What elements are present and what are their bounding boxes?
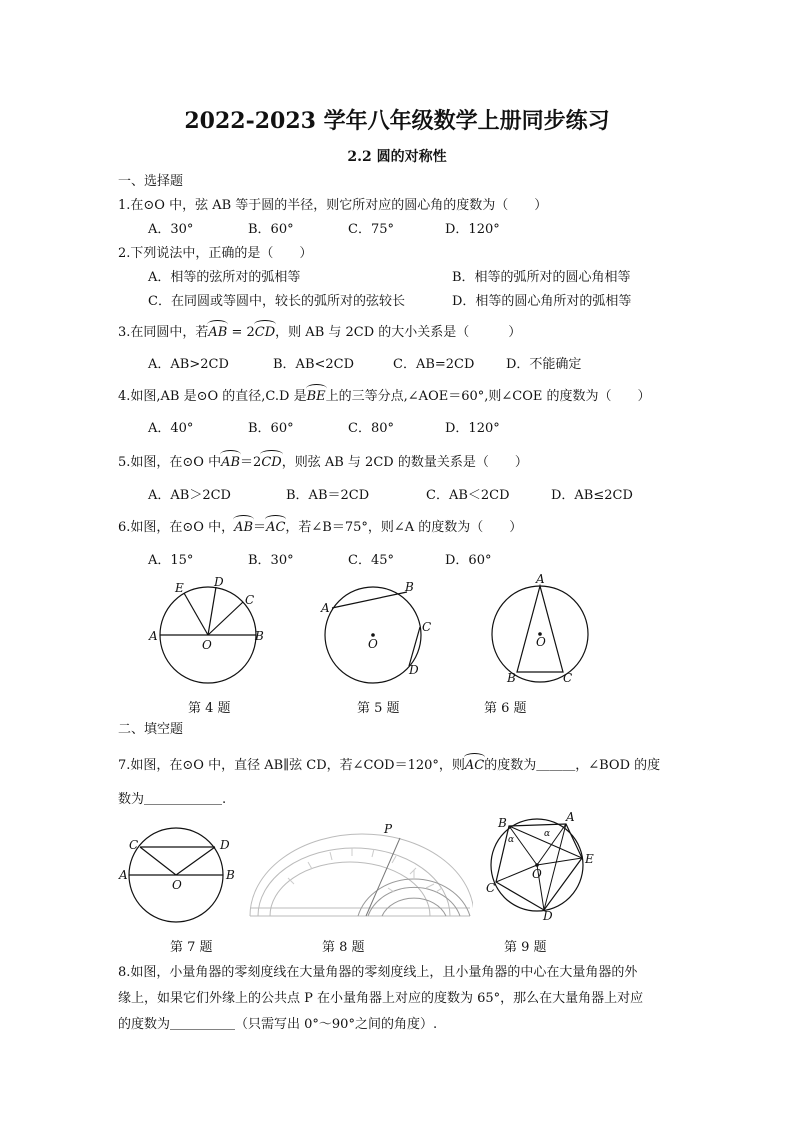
q5-option-d: D．AB≤2CD [551,488,633,503]
q3-option-c: C．AB=2CD [393,357,475,372]
caption-figure-8: 第 8 题 [322,940,365,955]
section-fill-heading: 二、填空题 [118,722,184,737]
q1-option-a: A．30° [148,222,194,237]
q1-option-d: D．120° [445,222,500,237]
q6-option-d: D．60° [445,553,492,568]
q1-option-c: C．75° [348,222,394,237]
q1-option-b: B．60° [248,222,294,237]
caption-figure-7: 第 7 题 [170,940,213,955]
label-c: C [129,838,139,852]
label-e: E [175,581,184,595]
figure-6-diagram [485,572,595,690]
arc-cd: CD [261,455,282,470]
question-5: 5.如图，在⊙O 中AB＝2CD，则弦 AB 与 2CD 的数量关系是（ ） [118,455,528,470]
label-o: O [202,638,212,652]
label-b: B [507,671,516,685]
label-e: E [585,852,594,866]
q3-option-a: A．AB>2CD [148,357,229,372]
question-7: 7.如图，在⊙O 中，直径 AB∥弦 CD，若∠COD＝120°，则AC的度数为＿＿＿，∠BOD 的度 [118,758,661,773]
figure-8-protractors [248,818,473,923]
q4-option-d: D．120° [445,421,500,436]
label-d: D [409,663,419,677]
question-4: 4.如图,AB 是⊙O 的直径,C.D 是BE上的三等分点,∠AOE＝60°,则∠COE 的度数为（ ） [118,389,651,404]
label-o: O [536,635,546,649]
question-1: 1.在⊙O 中，弦 AB 等于圆的半径，则它所对应的圆心角的度数为（ ） [118,198,548,213]
label-b: B [226,868,235,882]
label-b: B [405,580,414,594]
arc-ab: AB [234,520,254,535]
label-c: C [422,620,432,634]
q6-option-b: B．30° [248,553,294,568]
caption-figure-6: 第 6 题 [484,701,527,716]
q5-option-b: B．AB＝2CD [286,488,370,503]
q2-option-b: B．相等的弧所对的圆心角相等 [452,270,631,285]
label-a: A [119,868,128,882]
question-2: 2.下列说法中，正确的是（ ） [118,246,313,261]
figure-9-diagram [482,812,602,922]
q2-option-d: D．相等的圆心角所对的弧相等 [452,294,632,309]
q2-option-a: A．相等的弦所对的弧相等 [148,270,301,285]
question-6: 6.如图，在⊙O 中，AB＝AC，若∠B＝75°，则∠A 的度数为（ ） [118,520,523,535]
label-p: P [384,822,393,836]
arc-ac: AC [464,758,485,773]
label-d: D [543,909,553,922]
arc-ac: AC [266,520,286,535]
caption-figure-9: 第 9 题 [504,940,547,955]
caption-figure-4: 第 4 题 [188,701,231,716]
figure-5-diagram [315,575,435,690]
q5-option-c: C．AB＜2CD [426,488,510,503]
label-b: B [498,816,507,830]
section-choice-heading: 一、选择题 [118,174,184,189]
label-c: C [563,671,573,685]
q4-option-a: A．40° [148,421,194,436]
question-8-line-2: 缘上，如果它们外缘上的公共点 P 在小量角器上对应的度数为 65°，那么在大量角器上对应 [118,991,644,1006]
arc-ab: AB [208,325,228,340]
q6-option-c: C．45° [348,553,394,568]
question-8-line-1: 8.如图，小量角器的零刻度线在大量角器的零刻度线上，且小量角器的中心在大量角器的外 [118,965,638,980]
label-a: A [566,812,575,824]
label-b: B [255,629,264,643]
q3-option-d: D．不能确定 [506,357,582,372]
arc-ab: AB [221,455,241,470]
label-o: O [532,867,542,881]
question-8-line-3: 的度数为＿＿＿＿＿（只需写出 0°～90°之间的角度）. [118,1017,438,1032]
label-alpha-2: α [508,835,515,845]
label-a: A [149,629,158,643]
q4-option-b: B．60° [248,421,294,436]
label-a: A [536,572,545,586]
label-c: C [245,593,255,607]
question-3: 3.在同圆中，若AB = 2CD，则 AB 与 2CD 的大小关系是（ ） [118,325,522,340]
figure-4-diagram [145,575,270,690]
label-alpha-1: α [544,829,551,839]
label-d: D [214,575,224,589]
section-subtitle: 2.2 圆的对称性 [347,149,447,165]
q6-option-a: A．15° [148,553,194,568]
label-o: O [368,637,378,651]
page-title: 2022-2023 学年八年级数学上册同步练习 [184,108,610,134]
arc-be: BE [306,389,326,404]
figure-7-diagram [118,823,243,928]
question-7-line-2: 数为＿＿＿＿＿＿. [118,792,227,807]
q2-option-c: C．在同圆或等圆中，较长的弧所对的弦较长 [148,294,405,309]
q4-option-c: C．80° [348,421,394,436]
arc-cd: CD [254,325,276,340]
label-o: O [172,878,182,892]
label-a: A [321,601,330,615]
label-c: C [486,881,496,895]
q3-option-b: B．AB<2CD [273,357,355,372]
caption-figure-5: 第 5 题 [357,701,400,716]
q5-option-a: A．AB＞2CD [148,488,231,503]
label-d: D [220,838,230,852]
